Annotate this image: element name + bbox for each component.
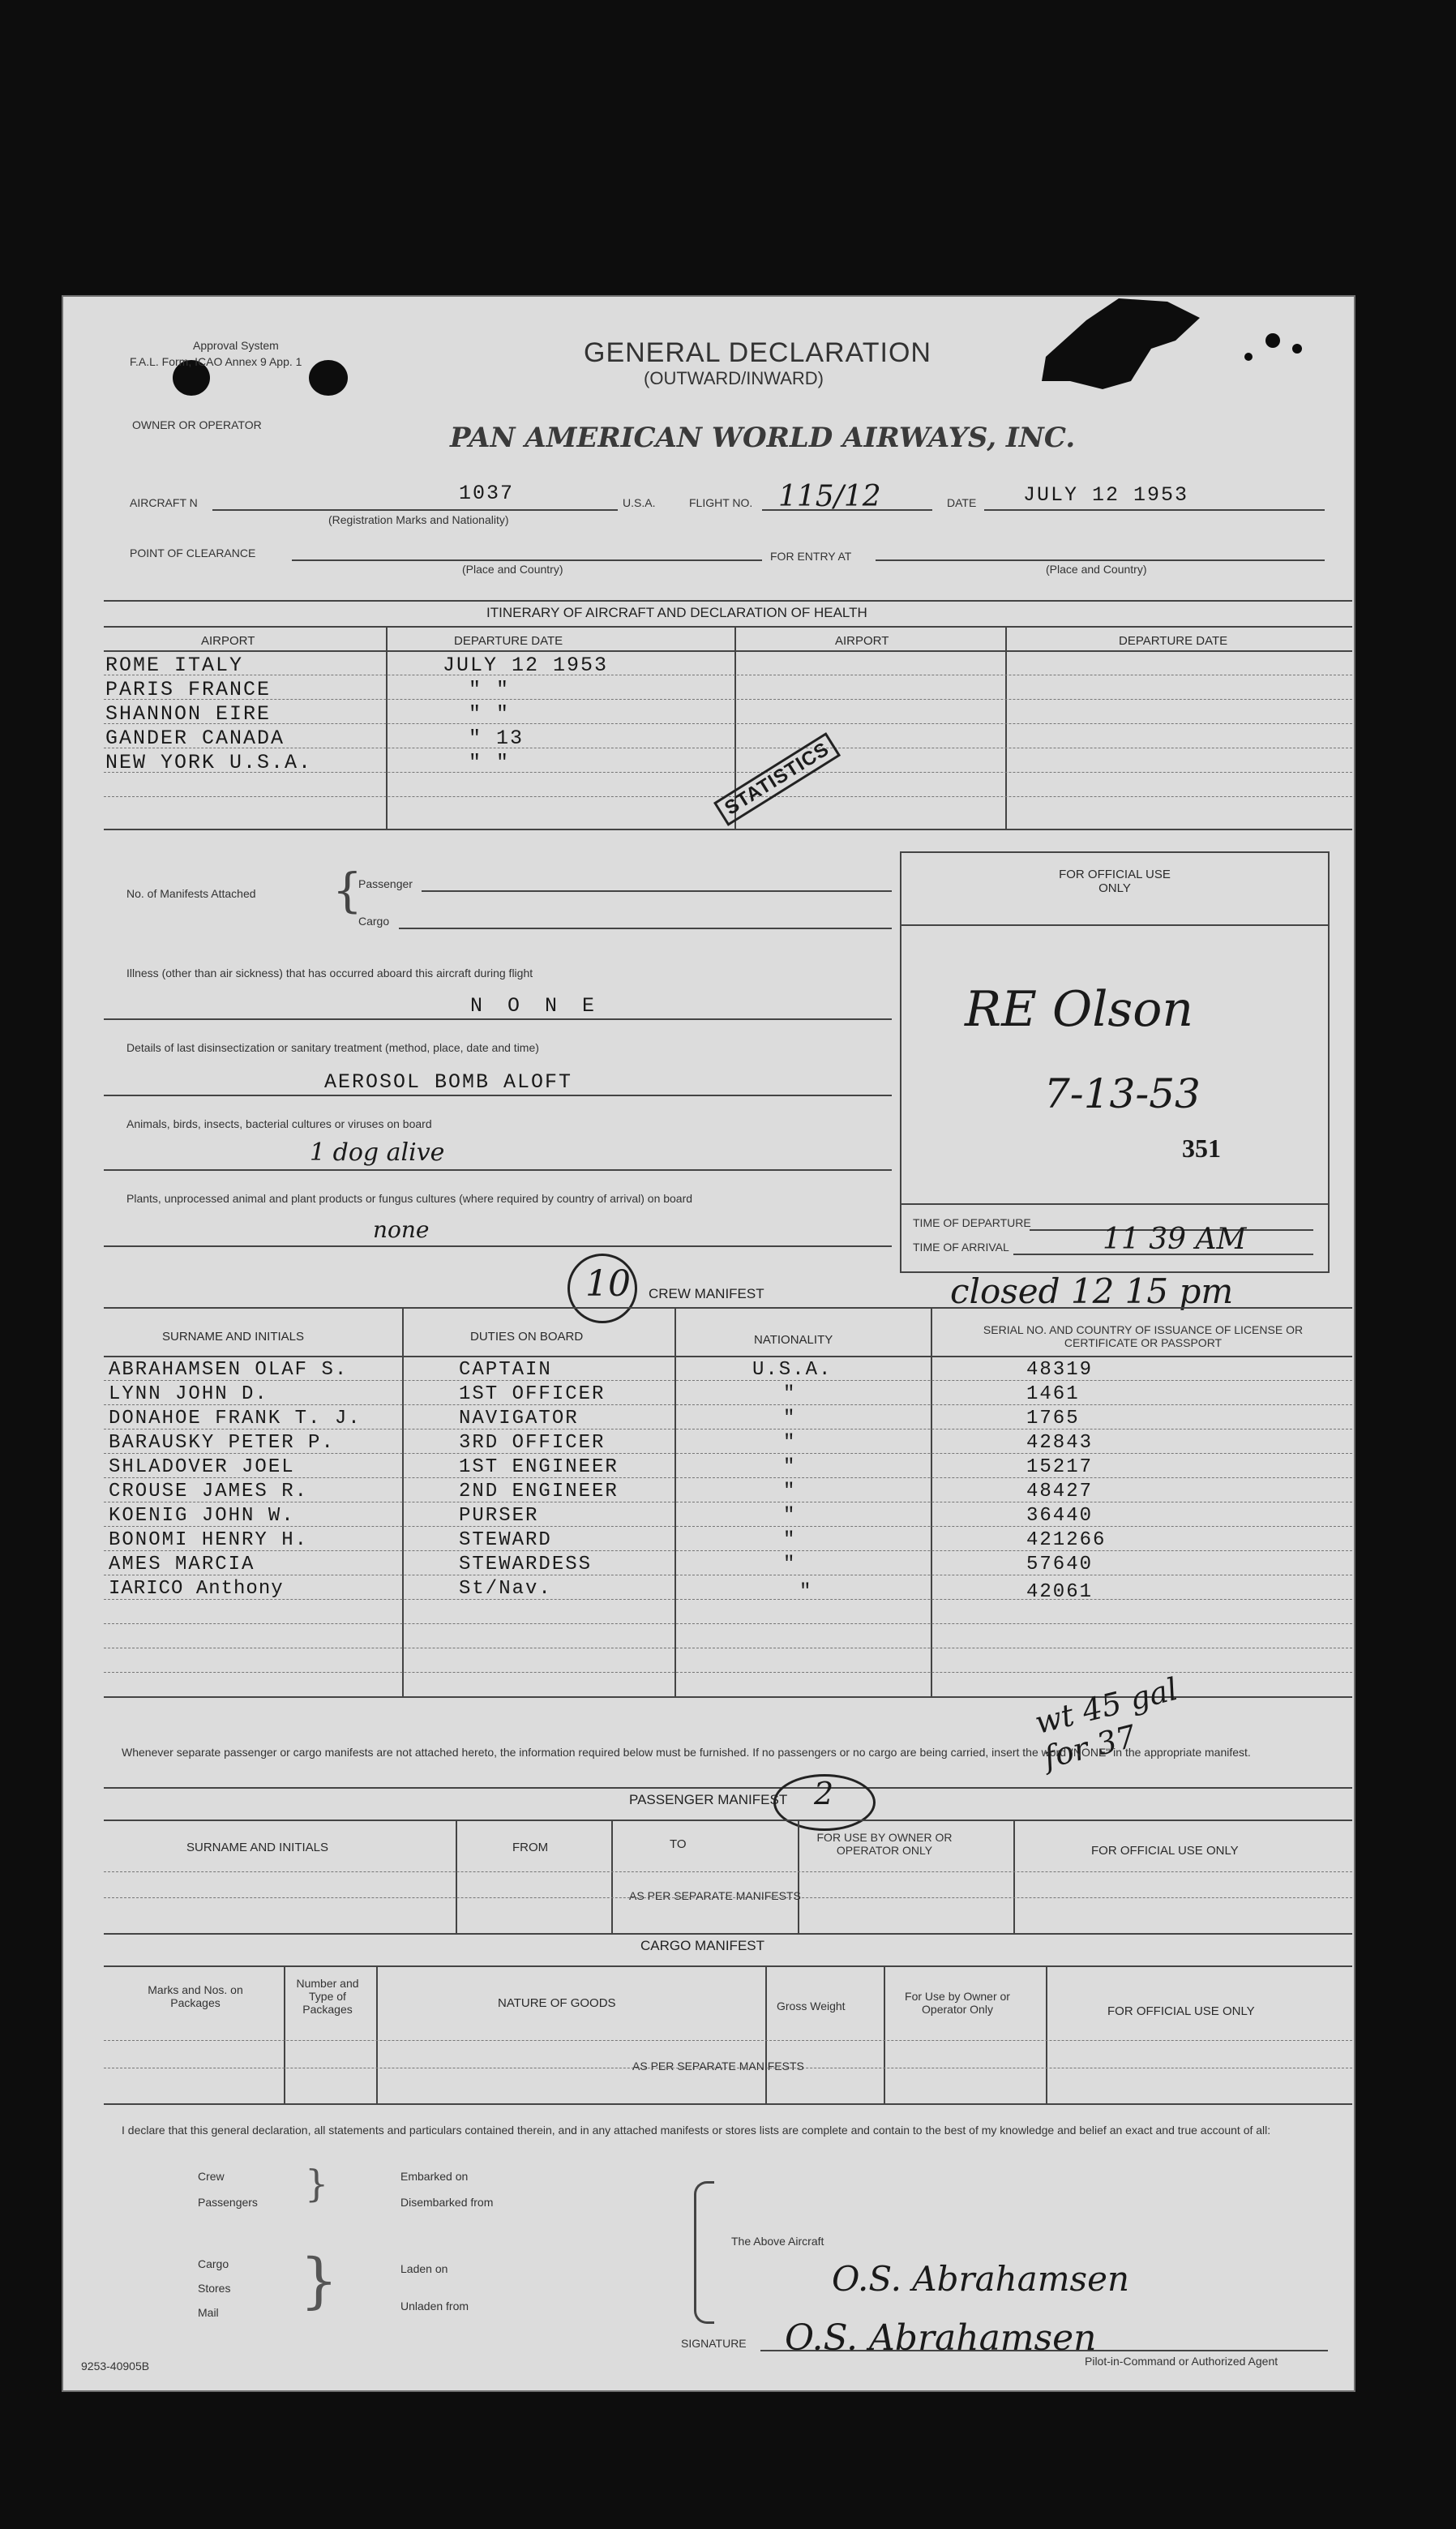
crew-nat-8: " <box>783 1529 797 1551</box>
cargo-col-official: FOR OFFICIAL USE ONLY <box>1107 2004 1255 2018</box>
itinerary-title: ITINERARY OF AIRCRAFT AND DECLARATION OF HEALTH <box>486 605 867 620</box>
itinerary-airport-3: SHANNON EIRE <box>105 702 272 726</box>
crew-name-10: IARICO Anthony <box>109 1578 284 1600</box>
crew-count: 10 <box>585 1263 631 1305</box>
crew-nat-1: U.S.A. <box>752 1359 833 1381</box>
brace-3: } <box>300 2246 339 2316</box>
crew-nat-3: " <box>783 1408 797 1430</box>
crew-duty-3: NAVIGATOR <box>459 1408 579 1430</box>
entry-label: FOR ENTRY AT <box>770 550 852 563</box>
crew-name-5: SHLADOVER JOEL <box>109 1456 295 1478</box>
crew-name-1: ABRAHAMSEN OLAF S. <box>109 1359 349 1381</box>
cargo-separate: AS PER SEPARATE MANIFESTS <box>632 2060 804 2072</box>
cargo-col-nature: NATURE OF GOODS <box>498 1996 616 2010</box>
owner-label: OWNER OR OPERATOR <box>132 418 262 431</box>
declaration-text: I declare that this general declaration, all statements and particulars contained therein, and in any attached manifests or stores lists are complete and contain to the best of my knowledge and belief an exact and true account of all: <box>122 2124 1271 2137</box>
decl-crew: Crew <box>198 2170 225 2183</box>
passenger-count: 2 <box>814 1776 834 1811</box>
arrival-time-label: TIME OF ARRIVAL <box>913 1241 1009 1254</box>
signature-label: SIGNATURE <box>681 2337 747 2350</box>
passenger-col-name: SURNAME AND INITIALS <box>186 1841 329 1854</box>
decl-passengers: Passengers <box>198 2196 258 2209</box>
handwritten-fuel-note: wt 45 gal for 37 <box>1031 1670 1181 1776</box>
closed-note: closed 12 15 pm <box>950 1271 1234 1311</box>
crew-duty-8: STEWARD <box>459 1529 552 1551</box>
crew-col-nationality: NATIONALITY <box>754 1333 833 1347</box>
place-country-1: (Place and Country) <box>462 563 563 576</box>
crew-nat-10: " <box>799 1581 813 1603</box>
form-title: GENERAL DECLARATION <box>584 337 931 368</box>
crew-nat-4: " <box>783 1432 797 1454</box>
decl-disembarked: Disembarked from <box>400 2196 494 2209</box>
crew-serial-6: 48427 <box>1026 1481 1094 1502</box>
crew-nat-7: " <box>783 1505 797 1527</box>
operator-name: PAN AMERICAN WORLD AIRWAYS, INC. <box>450 422 1076 454</box>
plants-value: none <box>373 1216 430 1243</box>
passenger-title: PASSENGER MANIFEST <box>629 1792 788 1807</box>
signature-2: O.S. Abrahamsen <box>785 2317 1097 2359</box>
date-label: DATE <box>947 496 977 509</box>
manifest-notice: Whenever separate passenger or cargo manifests are not attached hereto, the information required below must be furnished. If no passengers or no cargo are being carried, insert the word "NONE" in the appropriate manifest. <box>122 1746 1251 1759</box>
decl-mail: Mail <box>198 2306 219 2319</box>
animals-label: Animals, birds, insects, bacterial cultures or viruses on board <box>126 1117 432 1130</box>
cargo-col-owner: For Use by Owner or Operator Only <box>905 1990 1010 2016</box>
col-airport-2: AIRPORT <box>835 634 889 648</box>
manifests-label: No. of Manifests Attached <box>126 887 256 900</box>
approval-text: Approval System <box>193 339 279 352</box>
illness-label: Illness (other than air sickness) that has occurred aboard this aircraft during flight <box>126 967 533 979</box>
crew-duty-4: 3RD OFFICER <box>459 1432 606 1454</box>
crew-serial-4: 42843 <box>1026 1432 1094 1454</box>
crew-nat-5: " <box>783 1456 797 1478</box>
brace-1: { <box>332 863 362 918</box>
disinsection-value: AEROSOL BOMB ALOFT <box>324 1070 573 1094</box>
form-subtitle: (OUTWARD/INWARD) <box>644 368 824 388</box>
aircraft-value: 1037 <box>459 482 515 505</box>
pic-label: Pilot-in-Command or Authorized Agent <box>1085 2355 1278 2368</box>
decl-stores: Stores <box>198 2282 231 2295</box>
crew-name-2: LYNN JOHN D. <box>109 1383 268 1405</box>
itinerary-airport-2: PARIS FRANCE <box>105 678 272 701</box>
crew-col-duties: DUTIES ON BOARD <box>470 1330 584 1344</box>
form-number: 9253-40905B <box>81 2360 150 2373</box>
torn-corner-mark <box>1042 298 1200 389</box>
statistics-stamp: STATISTICS <box>713 732 841 826</box>
official-number: 351 <box>1182 1134 1221 1163</box>
passenger-col-to: TO <box>670 1837 687 1851</box>
usa-label: U.S.A. <box>623 496 656 509</box>
crew-serial-3: 1765 <box>1026 1408 1080 1430</box>
crew-serial-1: 48319 <box>1026 1359 1094 1381</box>
passenger-col-owner: FOR USE BY OWNER OR OPERATOR ONLY <box>816 1831 953 1857</box>
illness-value: N O N E <box>470 994 602 1018</box>
itinerary-airport-4: GANDER CANADA <box>105 727 285 750</box>
arrival-time-value: 11 39 AM <box>1103 1223 1247 1256</box>
animals-value: 1 dog alive <box>310 1138 445 1167</box>
crew-duty-6: 2ND ENGINEER <box>459 1481 619 1502</box>
flight-value: 115/12 <box>778 480 881 513</box>
official-title: FOR OFFICIAL USE ONLY <box>1059 868 1171 895</box>
decl-cargo: Cargo <box>198 2257 229 2270</box>
col-departure-1: DEPARTURE DATE <box>454 634 563 648</box>
crew-name-4: BARAUSKY PETER P. <box>109 1432 335 1454</box>
punch-hole-right <box>309 360 348 396</box>
col-departure-2: DEPARTURE DATE <box>1119 634 1228 648</box>
crew-serial-5: 15217 <box>1026 1456 1094 1478</box>
crew-name-8: BONOMI HENRY H. <box>109 1529 309 1551</box>
crew-duty-1: CAPTAIN <box>459 1359 552 1381</box>
decl-unladen: Unladen from <box>400 2300 469 2313</box>
crew-nat-9: " <box>783 1554 797 1575</box>
crew-serial-2: 1461 <box>1026 1383 1080 1405</box>
crew-duty-10: St/Nav. <box>459 1578 552 1600</box>
crew-serial-7: 36440 <box>1026 1505 1094 1527</box>
passenger-col-from: FROM <box>512 1841 549 1854</box>
itinerary-airport-1: ROME ITALY <box>105 654 244 677</box>
decl-laden: Laden on <box>400 2262 448 2275</box>
disinsection-label: Details of last disinsectization or sanitary treatment (method, place, date and time) <box>126 1041 539 1054</box>
itinerary-date-2: " " <box>469 678 511 701</box>
col-airport-1: AIRPORT <box>201 634 255 648</box>
flight-label: FLIGHT NO. <box>689 496 753 509</box>
crew-name-9: AMES MARCIA <box>109 1554 255 1575</box>
cargo-title: CARGO MANIFEST <box>640 1938 765 1953</box>
crew-name-7: KOENIG JOHN W. <box>109 1505 295 1527</box>
date-value: JULY 12 1953 <box>1023 483 1189 507</box>
crew-serial-8: 421266 <box>1026 1529 1107 1551</box>
crew-duty-5: 1ST ENGINEER <box>459 1456 619 1478</box>
signature-1: O.S. Abrahamsen <box>832 2259 1130 2299</box>
clearance-label: POINT OF CLEARANCE <box>130 547 256 559</box>
crew-nat-2: " <box>783 1383 797 1405</box>
crew-title: CREW MANIFEST <box>649 1286 764 1301</box>
official-use-box <box>900 851 1330 1273</box>
crew-name-6: CROUSE JAMES R. <box>109 1481 309 1502</box>
registration-note: (Registration Marks and Nationality) <box>328 513 509 526</box>
crew-name-3: DONAHOE FRANK T. J. <box>109 1408 362 1430</box>
aircraft-label: AIRCRAFT N <box>130 496 198 509</box>
crew-col-serial: SERIAL NO. AND COUNTRY OF ISSUANCE OF LICENSE OR CERTIFICATE OR PASSPORT <box>983 1323 1304 1349</box>
itinerary-date-5: " " <box>469 751 511 774</box>
passenger-separate: AS PER SEPARATE MANIFESTS <box>629 1889 801 1902</box>
crew-serial-9: 57640 <box>1026 1554 1094 1575</box>
crew-duty-7: PURSER <box>459 1505 539 1527</box>
departure-time-label: TIME OF DEPARTURE <box>913 1216 1031 1229</box>
official-date: 7-13-53 <box>1044 1070 1201 1117</box>
itinerary-date-1: JULY 12 1953 <box>443 654 609 677</box>
crew-duty-9: STEWARDESS <box>459 1554 593 1575</box>
plants-label: Plants, unprocessed animal and plant products or fungus cultures (where required by country of arrival) on board <box>126 1192 693 1205</box>
crew-col-name: SURNAME AND INITIALS <box>162 1330 305 1344</box>
itinerary-date-3: " " <box>469 702 511 726</box>
crew-serial-10: 42061 <box>1026 1581 1094 1603</box>
crew-nat-6: " <box>783 1481 797 1502</box>
approval-sub: F.A.L. Form, ICAO Annex 9 App. 1 <box>130 355 302 368</box>
itinerary-date-4: " 13 <box>469 727 525 750</box>
passenger-col-official: FOR OFFICIAL USE ONLY <box>1091 1844 1239 1858</box>
decl-above-aircraft: The Above Aircraft <box>731 2235 824 2248</box>
cargo-col-marks: Marks and Nos. on Packages <box>148 1983 243 2009</box>
cargo-col-number: Number and Type of Packages <box>296 1977 359 2016</box>
brace-2: } <box>305 2162 329 2205</box>
official-signature: RE Olson <box>965 981 1193 1038</box>
place-country-2: (Place and Country) <box>1046 563 1147 576</box>
crew-duty-2: 1ST OFFICER <box>459 1383 606 1405</box>
itinerary-airport-5: NEW YORK U.S.A. <box>105 751 313 774</box>
passenger-label: Passenger <box>358 877 413 890</box>
cargo-label: Cargo <box>358 915 390 928</box>
decl-embarked: Embarked on <box>400 2170 469 2183</box>
cargo-col-weight: Gross Weight <box>777 2000 846 2012</box>
